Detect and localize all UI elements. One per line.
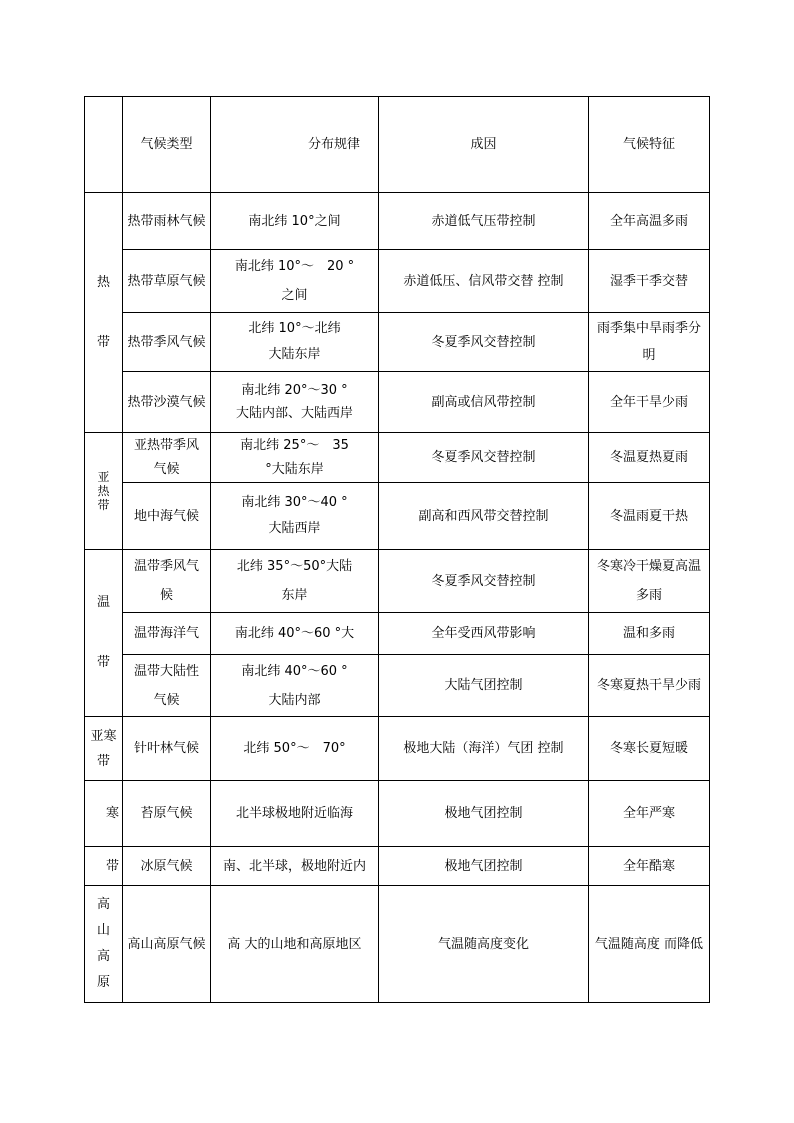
table-row	[85, 433, 710, 483]
features-cell: 全年酷寒	[589, 847, 710, 886]
distribution-cell: 南北纬 20°～30 °大陆内部、大陆西岸	[211, 372, 379, 433]
features-cell: 气温随高度 而降低	[589, 886, 710, 1003]
table-row	[85, 717, 710, 781]
zone-frigid-bottom: 带	[85, 847, 123, 886]
features-cell: 冬寒夏热干旱少雨	[589, 655, 710, 717]
table-row	[85, 781, 710, 847]
header-features: 气候特征	[589, 97, 710, 193]
header-row	[85, 97, 710, 193]
type-cell: 地中海气候	[123, 483, 211, 550]
table-row	[85, 847, 710, 886]
type-cell: 热带草原气候	[123, 250, 211, 313]
cause-cell: 全年受西风带影响	[379, 613, 589, 655]
cause-cell: 极地气团控制	[379, 847, 589, 886]
features-cell: 湿季干季交替	[589, 250, 710, 313]
type-cell: 温带季风气候	[123, 550, 211, 613]
type-cell: 热带沙漠气候	[123, 372, 211, 433]
distribution-cell: 高 大的山地和高原地区	[211, 886, 379, 1003]
zone-tropical: 热 带	[85, 193, 123, 433]
features-cell: 全年干旱少雨	[589, 372, 710, 433]
header-cause: 成因	[379, 97, 589, 193]
type-cell: 温带大陆性气候	[123, 655, 211, 717]
distribution-cell: 南北纬 30°～40 °大陆西岸	[211, 483, 379, 550]
table-row	[85, 886, 710, 1003]
features-cell: 冬温雨夏干热	[589, 483, 710, 550]
table-row	[85, 372, 710, 433]
features-cell: 全年严寒	[589, 781, 710, 847]
table-row	[85, 250, 710, 313]
features-cell: 全年高温多雨	[589, 193, 710, 250]
table-row	[85, 193, 710, 250]
header-type: 气候类型	[123, 97, 211, 193]
table-row	[85, 483, 710, 550]
cause-cell: 冬夏季风交替控制	[379, 550, 589, 613]
distribution-cell: 北纬 35°～50°大陆东岸	[211, 550, 379, 613]
table-row	[85, 550, 710, 613]
type-cell: 亚热带季风气候	[123, 433, 211, 483]
cause-cell: 副高或信风带控制	[379, 372, 589, 433]
zone-highland: 高 山 高 原	[85, 886, 123, 1003]
zone-subtropical: 亚热带	[85, 433, 123, 550]
features-cell: 冬寒长夏短暖	[589, 717, 710, 781]
table-row	[85, 313, 710, 372]
type-cell: 热带雨林气候	[123, 193, 211, 250]
cause-cell: 极地大陆（海洋）气团 控制	[379, 717, 589, 781]
cause-cell: 副高和西风带交替控制	[379, 483, 589, 550]
climate-table	[84, 96, 710, 1003]
distribution-cell: 南、北半球，极地附近内	[211, 847, 379, 886]
distribution-cell: 北纬 50°～ 70°	[211, 717, 379, 781]
features-cell: 雨季集中旱雨季分明	[589, 313, 710, 372]
distribution-cell: 南北纬 10°～ 20 °之间	[211, 250, 379, 313]
header-distribution: 分布规律	[211, 97, 379, 193]
distribution-cell: 南北纬 40°～60 °大	[211, 613, 379, 655]
zone-temperate: 温 带	[85, 550, 123, 717]
zone-frigid-top: 寒	[85, 781, 123, 847]
zone-subfrigid: 亚寒 带	[85, 717, 123, 781]
type-cell: 冰原气候	[123, 847, 211, 886]
distribution-cell: 北半球极地附近临海	[211, 781, 379, 847]
table-row	[85, 613, 710, 655]
type-cell: 针叶林气候	[123, 717, 211, 781]
cause-cell: 极地气团控制	[379, 781, 589, 847]
cause-cell: 大陆气团控制	[379, 655, 589, 717]
type-cell: 温带海洋气	[123, 613, 211, 655]
type-cell: 苔原气候	[123, 781, 211, 847]
distribution-cell: 南北纬 10°之间	[211, 193, 379, 250]
type-cell: 高山高原气候	[123, 886, 211, 1003]
cause-cell: 气温随高度变化	[379, 886, 589, 1003]
distribution-cell: 南北纬 40°～60 °大陆内部	[211, 655, 379, 717]
cause-cell: 冬夏季风交替控制	[379, 313, 589, 372]
features-cell: 冬温夏热夏雨	[589, 433, 710, 483]
cause-cell: 赤道低气压带控制	[379, 193, 589, 250]
table-row	[85, 655, 710, 717]
features-cell: 温和多雨	[589, 613, 710, 655]
cause-cell: 冬夏季风交替控制	[379, 433, 589, 483]
type-cell: 热带季风气候	[123, 313, 211, 372]
distribution-cell: 南北纬 25°～ 35 °大陆东岸	[211, 433, 379, 483]
header-zone	[85, 97, 123, 193]
distribution-cell: 北纬 10°～北纬 大陆东岸	[211, 313, 379, 372]
features-cell: 冬寒冷干燥夏高温多雨	[589, 550, 710, 613]
cause-cell: 赤道低压、信风带交替 控制	[379, 250, 589, 313]
